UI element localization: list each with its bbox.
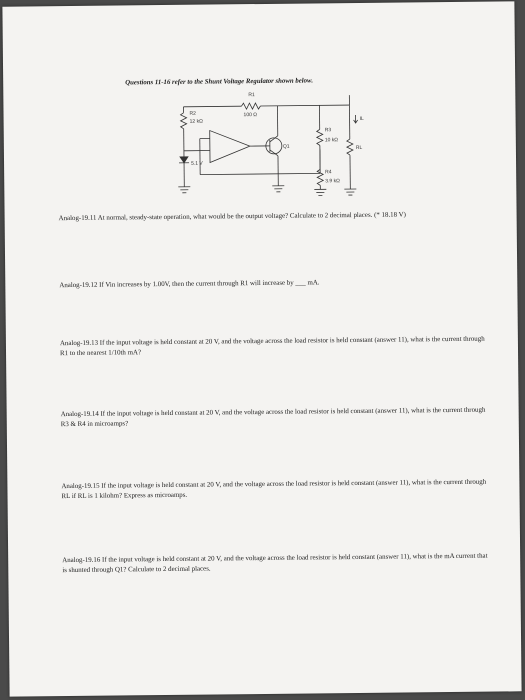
question-id: Analog-19.13 [59, 339, 99, 348]
question-text: If Vin increases by 1.00V, then the current through R1 will increase by ___ mA. [99, 279, 320, 289]
question-item [59, 277, 489, 291]
worksheet-heading: Questions 11-16 refer to the Shunt Voltage Regulator shown below. [125, 77, 314, 87]
il-label: IL [359, 115, 364, 122]
question-text: If the input voltage is held constant at 20 V, and the voltage across the load resistor is held constant (answer 11), what is the current through R1 to the nearest 1/10th mA? [59, 335, 485, 357]
r1-value: 100 Ω [243, 112, 258, 119]
question-item [62, 552, 492, 576]
question-item [59, 210, 489, 224]
question-text: If the input voltage is held constant at 20 V, and the voltage across the load resistor is held constant (answer 11), what is the current through RL if RL is 1 kilohm? Express as microamps. [61, 478, 487, 500]
zener-value: 5.1 V [191, 160, 203, 167]
worksheet-page [2, 1, 521, 696]
question-text: If the input voltage is held constant at 20 V, and the voltage across the load resistor is held constant (answer 11), what is the current through R3 & R4 in microamps? [60, 406, 486, 428]
r1-label: R1 [248, 92, 255, 99]
question-id: Analog-19.14 [60, 410, 99, 419]
question-id: Analog-19.12 [59, 281, 98, 290]
r2-label: R2 [189, 110, 196, 117]
q1-label: Q1 [282, 143, 290, 150]
question-item [60, 335, 490, 359]
question-id: Analog-19.16 [62, 556, 101, 565]
question-text: If the input voltage is held constant at 20 V, and the voltage across the load resistor is held constant (answer 11), what is the mA current that is shunted through Q1? Calculate to 2 decimal places. [62, 552, 488, 574]
shunt-regulator-schematic [169, 89, 380, 205]
r3-value: 10 kΩ [324, 137, 339, 144]
question-item [61, 406, 491, 430]
r3-label: R3 [324, 127, 332, 134]
r4-label: R4 [325, 169, 332, 176]
question-text: At normal, steady-state operation, what would be the output voltage? Calculate to 2 decimal places. (* 18.18 V) [97, 211, 406, 222]
question-id: Analog-19.15 [61, 482, 100, 491]
question-item [61, 478, 491, 502]
r2-value: 12 kΩ [189, 118, 203, 125]
rl-label: RL [355, 144, 363, 152]
question-id: Analog-19.11 [58, 214, 97, 223]
r4-value: 3.9 kΩ [325, 178, 340, 185]
